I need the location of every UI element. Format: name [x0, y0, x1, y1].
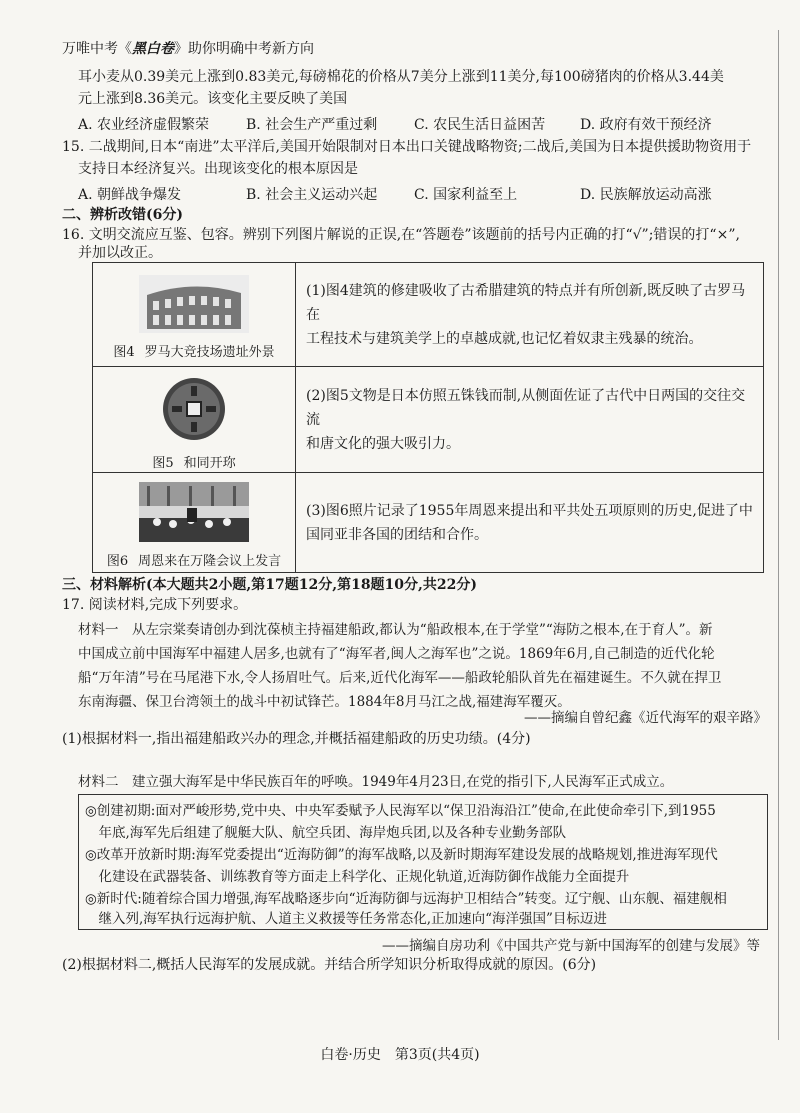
q15-option-b: B. 社会主义运动兴起: [246, 187, 378, 203]
material-1-line: 中国成立前中国海军中福建人居多,也就有了“海军者,闽人之海军也”之说。1869年6月,自己制造的近代化轮: [78, 646, 715, 662]
material-2-box: [78, 794, 768, 930]
page-header: 万唯中考《黑白卷》助你明确中考新方向: [62, 41, 314, 57]
material-1-line: 船“万年清”号在马尾港下水,令人扬眉吐气。后来,近代化海军——船政轮船队首先在福建诞生。不久就在捍卫: [78, 670, 722, 686]
binding-line: [778, 30, 779, 1040]
brand-name: 黑白卷: [132, 41, 174, 57]
material-1-line: 东南海疆、保卫台湾领土的战斗中初试锋芒。1884年8月马江之战,福建海军覆灭。: [78, 694, 571, 710]
material-2-intro: 材料二 建立强大海军是中华民族百年的呼唤。1949年4月23日,在党的指引下,人民海军正式成立。: [78, 774, 674, 790]
box-line: ◎改革开放新时期:海军党委提出“近海防御”的海军战略,以及新时期海军建设发展的战略规划,推进海军现代: [85, 847, 718, 863]
q14-option-d: D. 政府有效干预经济: [580, 117, 712, 133]
q15-option-c: C. 国家利益至上: [414, 187, 518, 203]
figure-row: [93, 263, 764, 367]
q16-text-line1: 16. 文明交流应互鉴、包容。辨别下列图片解说的正误,在“答题卷”该题前的括号内正确的打“√”;错误的打“×”,: [62, 227, 740, 243]
figure-cell: [93, 367, 296, 473]
figure-caption: 图6 周恩来在万隆会议上发言: [106, 554, 282, 569]
q17-question-2: (2)根据材料二,概括人民海军的发展成就。并结合所学知识分析取得成就的原因。(6分): [62, 957, 597, 973]
figure-row: [93, 367, 764, 473]
q15-option-a: A. 朝鲜战争爆发: [78, 187, 182, 203]
q15-text-line1: 15. 二战期间,日本“南进”太平洋后,美国开始限制对日本出口关键战略物资;二战后,美国为日本提供援助物资用于: [62, 139, 752, 155]
figure-cell: [93, 473, 296, 573]
box-line: ◎新时代:随着综合国力增强,海军战略逐步向“近海防御与远海护卫相结合”转变。辽宁舰、山东舰、福建舰相: [85, 891, 727, 907]
figure-row: [93, 473, 764, 573]
q14-option-b: B. 社会生产严重过剩: [246, 117, 378, 133]
q15-text-line2: 支持日本经济复兴。出现该变化的根本原因是: [78, 161, 358, 177]
q14-text-line2: 元上涨到8.36美元。该变化主要反映了美国: [78, 91, 348, 107]
figure-statement: (3)图6照片记录了1955年周恩来提出和平共处五项原则的历史,促进了中 国同亚非各国的团结和合作。: [296, 473, 764, 573]
material-2-source: ——摘编自房功利《中国共产党与新中国海军的创建与发展》等: [382, 938, 760, 954]
material-1-line: 材料一 从左宗棠奏请创办到沈葆桢主持福建船政,都认为“船政根本,在于学堂”“海防之根本,在于育人”。新: [78, 622, 713, 638]
section-2-heading: 二、辨析改错(6分): [62, 207, 183, 223]
box-line: 继入列,海军执行远海护航、人道主义救援等任务常态化,正加速向“海洋强国”目标迈进: [85, 911, 607, 927]
box-line: 化建设在武器装备、训练教育等方面走上科学化、正规化轨道,近海防御作战能力全面提升: [85, 869, 630, 885]
q17-intro: 17. 阅读材料,完成下列要求。: [62, 597, 248, 613]
q14-option-c: C. 农民生活日益困苦: [414, 117, 546, 133]
figure-cell: [93, 263, 296, 367]
box-line: ◎创建初期:面对严峻形势,党中央、中央军委赋予人民海军以“保卫沿海沿江”使命,在此使命牵引下,到1955: [85, 803, 716, 819]
q16-figure-table: [92, 262, 764, 573]
q16-text-line2: 并加以改正。: [78, 245, 162, 261]
coin-image: [159, 374, 229, 444]
figure-caption: 图5 和同开珎: [152, 456, 236, 471]
bandung-photo-image: [139, 482, 249, 542]
box-line: 年底,海军先后组建了舰艇大队、航空兵团、海岸炮兵团,以及各种专业勤务部队: [85, 825, 567, 841]
q15-option-d: D. 民族解放运动高涨: [580, 187, 712, 203]
q14-text-line1: 耳小麦从0.39美元上涨到0.83美元,每磅棉花的价格从7美分上涨到11美分,每100磅猪肉的价格从3.44美: [78, 69, 724, 85]
figure-caption: 图4 罗马大竞技场遗址外景: [113, 345, 275, 360]
colosseum-image: [139, 275, 249, 333]
page-footer: 白卷·历史 第3页(共4页): [320, 1047, 480, 1063]
figure-statement: (2)图5文物是日本仿照五铢钱而制,从侧面佐证了古代中日两国的交往交流 和唐文化的强大吸引力。: [296, 367, 764, 473]
section-3-heading: 三、材料解析(本大题共2小题,第17题12分,第18题10分,共22分): [62, 577, 478, 593]
q14-option-a: A. 农业经济虚假繁荣: [78, 117, 210, 133]
figure-statement: (1)图4建筑的修建吸收了古希腊建筑的特点并有所创新,既反映了古罗马在 工程技术与建筑美学上的卓越成就,也记忆着奴隶主残暴的统治。: [296, 263, 764, 367]
material-1-source: ——摘编自曾纪鑫《近代海军的艰辛路》: [524, 710, 767, 726]
q17-question-1: (1)根据材料一,指出福建船政兴办的理念,并概括福建船政的历史功绩。(4分): [62, 731, 531, 747]
